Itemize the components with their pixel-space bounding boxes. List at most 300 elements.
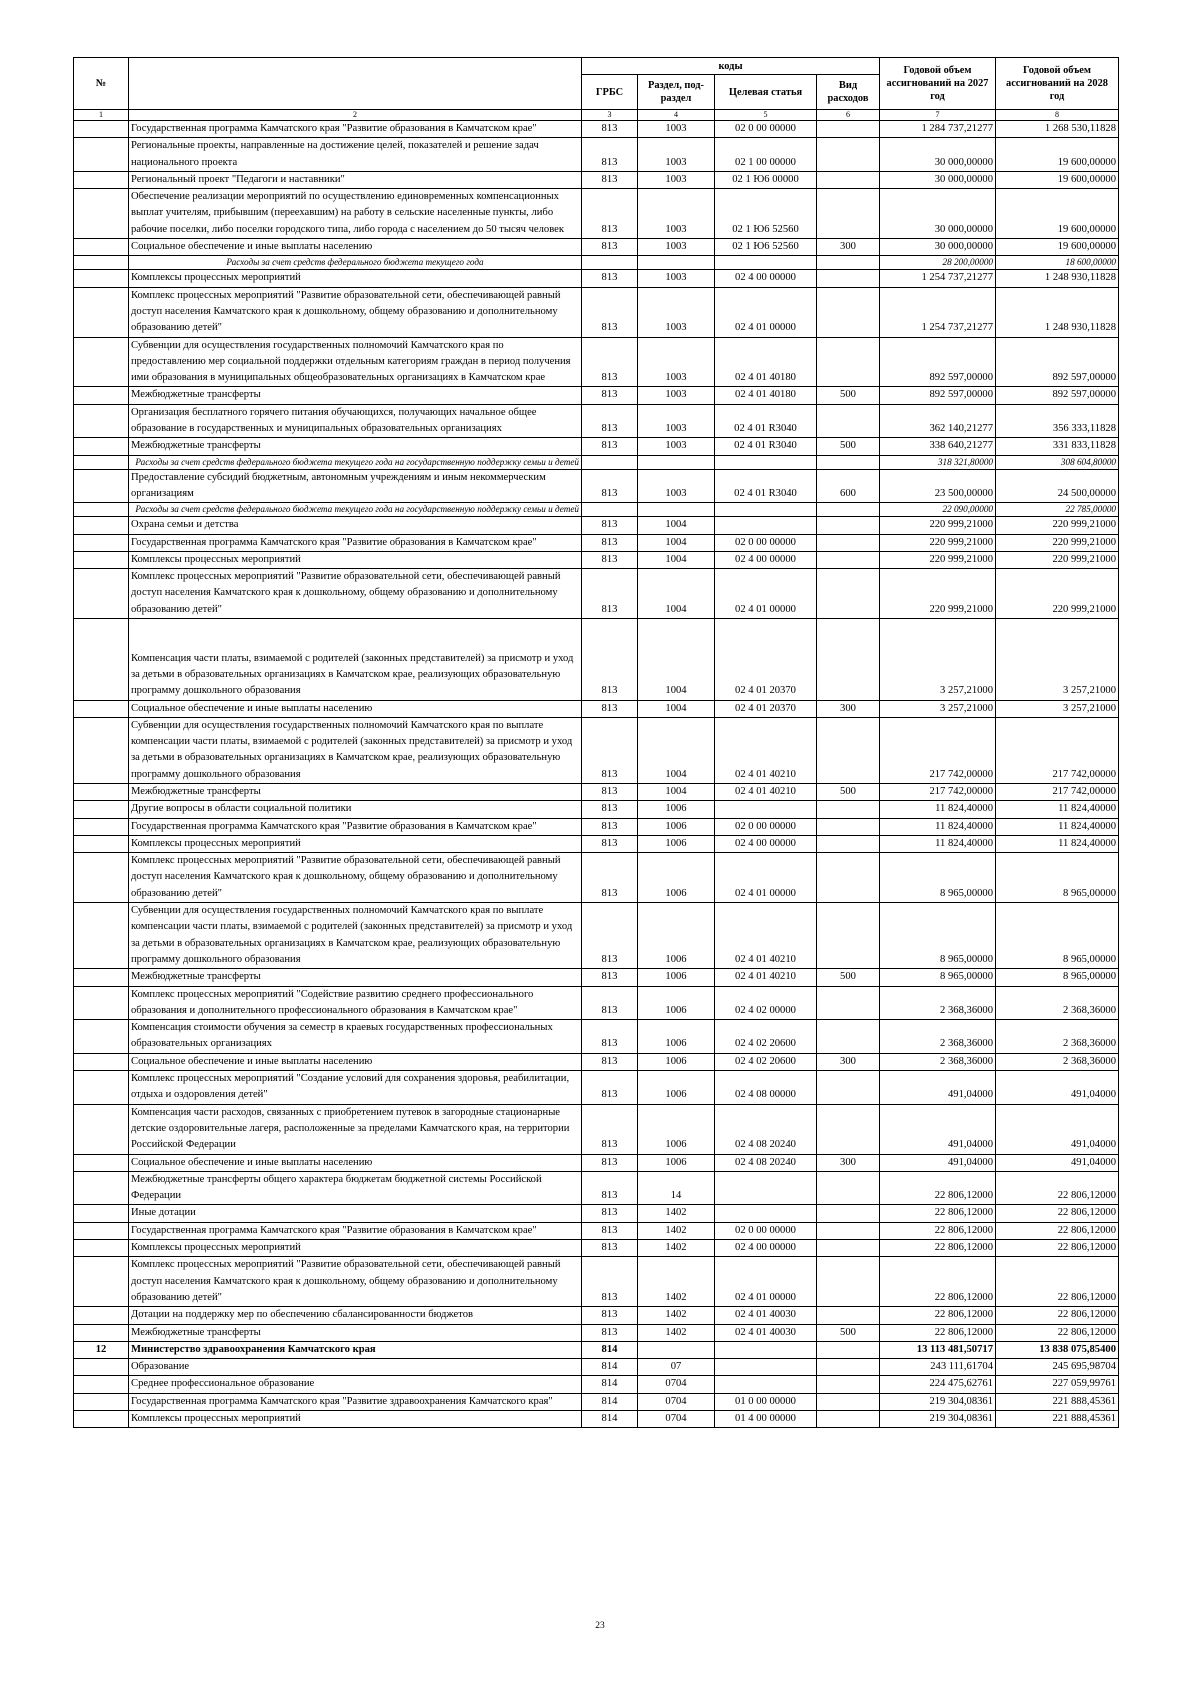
cell-name: Комплекс процессных мероприятий "Развитие образовательной сети, обеспечивающей равный доступ населения Камчатского края к дошкольному, общему образованию и дополнительному образованию детей" (129, 569, 582, 619)
table-row (74, 1341, 1119, 1358)
cell-num (74, 404, 129, 438)
budget-table (73, 57, 1119, 1428)
cell-2027: 224 475,62761 (880, 1376, 996, 1393)
cell-2028: 8 965,00000 (996, 969, 1119, 986)
cell-name: Другие вопросы в области социальной политики (129, 801, 582, 818)
cell-grbs: 813 (582, 986, 638, 1020)
cell-num (74, 1071, 129, 1105)
header-num: № (74, 58, 129, 110)
cell-exptype (817, 171, 880, 188)
cell-target (715, 1341, 817, 1358)
cell-2027: 30 000,00000 (880, 171, 996, 188)
cell-name: Межбюджетные трансферты (129, 438, 582, 455)
table-row (74, 1071, 1119, 1105)
cell-num (74, 270, 129, 287)
cell-exptype (817, 1222, 880, 1239)
cell-2027: 491,04000 (880, 1154, 996, 1171)
cell-name: Межбюджетные трансферты (129, 969, 582, 986)
cell-target: 02 1 Ю6 52560 (715, 239, 817, 256)
cell-2028: 892 597,00000 (996, 387, 1119, 404)
cell-name: Организация бесплатного горячего питания обучающихся, получающих начальное общее образование в государственных и муниципальных образовательных организациях (129, 404, 582, 438)
cell-section: 1003 (638, 337, 715, 387)
cell-num (74, 1205, 129, 1222)
cell-target: 02 4 08 00000 (715, 1071, 817, 1105)
cell-2027: 892 597,00000 (880, 337, 996, 387)
cell-exptype (817, 551, 880, 568)
cell-2027: 1 254 737,21277 (880, 287, 996, 337)
cell-target: 02 4 01 40030 (715, 1307, 817, 1324)
colnum: 2 (129, 110, 582, 121)
cell-grbs: 813 (582, 438, 638, 455)
colnum: 4 (638, 110, 715, 121)
cell-grbs: 813 (582, 239, 638, 256)
cell-target: 02 4 00 00000 (715, 270, 817, 287)
cell-name: Региональный проект "Педагоги и наставники" (129, 171, 582, 188)
cell-num (74, 387, 129, 404)
cell-2027: 217 742,00000 (880, 717, 996, 783)
cell-grbs: 814 (582, 1376, 638, 1393)
table-row (74, 619, 1119, 701)
cell-target: 02 4 01 40210 (715, 784, 817, 801)
colnum: 1 (74, 110, 129, 121)
table-row (74, 818, 1119, 835)
table-row (74, 569, 1119, 619)
cell-name: Предоставление субсидий бюджетным, автономным учреждениям и иным некоммерческим организациям (129, 469, 582, 503)
header-section: Раздел, под-раздел (638, 75, 715, 110)
cell-section: 1402 (638, 1324, 715, 1341)
cell-name: Расходы за счет средств федерального бюджета текущего года на государственную поддержку семьи и детей (129, 503, 582, 517)
table-row (74, 969, 1119, 986)
cell-target (715, 1205, 817, 1222)
cell-name: Государственная программа Камчатского края "Развитие образования в Камчатском крае" (129, 121, 582, 138)
cell-exptype (817, 270, 880, 287)
cell-num (74, 619, 129, 701)
cell-grbs: 813 (582, 1307, 638, 1324)
colnum: 3 (582, 110, 638, 121)
cell-name: Комплексы процессных мероприятий (129, 835, 582, 852)
cell-section: 1003 (638, 138, 715, 172)
cell-grbs: 813 (582, 1053, 638, 1070)
cell-2027: 318 321,80000 (880, 455, 996, 469)
cell-exptype: 300 (817, 239, 880, 256)
cell-target: 02 0 00 00000 (715, 534, 817, 551)
cell-name: Образование (129, 1359, 582, 1376)
cell-target: 02 4 08 20240 (715, 1104, 817, 1154)
header-2027: Годовой объем ассигнований на 2027 год (880, 58, 996, 110)
cell-exptype (817, 189, 880, 239)
cell-2028: 22 785,00000 (996, 503, 1119, 517)
cell-name: Государственная программа Камчатского края "Развитие образования в Камчатском крае" (129, 1222, 582, 1239)
table-row (74, 853, 1119, 903)
cell-section: 1006 (638, 1104, 715, 1154)
cell-exptype (817, 1257, 880, 1307)
cell-exptype (817, 503, 880, 517)
table-row (74, 1053, 1119, 1070)
cell-grbs: 813 (582, 1240, 638, 1257)
cell-2028: 356 333,11828 (996, 404, 1119, 438)
cell-num (74, 1020, 129, 1054)
cell-num (74, 438, 129, 455)
cell-2028: 11 824,40000 (996, 835, 1119, 852)
cell-2028: 22 806,12000 (996, 1240, 1119, 1257)
cell-grbs: 813 (582, 717, 638, 783)
cell-2027: 8 965,00000 (880, 903, 996, 969)
cell-name: Комплекс процессных мероприятий "Создание условий для сохранения здоровья, реабилитации, отдыха и оздоровления детей" (129, 1071, 582, 1105)
cell-target: 02 1 00 00000 (715, 138, 817, 172)
cell-grbs: 813 (582, 121, 638, 138)
cell-exptype: 500 (817, 784, 880, 801)
cell-2027: 30 000,00000 (880, 189, 996, 239)
cell-section: 07 (638, 1359, 715, 1376)
cell-2028: 3 257,21000 (996, 619, 1119, 701)
cell-section: 1003 (638, 469, 715, 503)
cell-exptype (817, 337, 880, 387)
cell-name: Компенсация части платы, взимаемой с родителей (законных представителей) за присмотр и уход за детьми в образовательных организациях в Камчатском крае, реализующих образовательную программу дошкольного образования (129, 619, 582, 701)
cell-target: 02 4 01 40210 (715, 969, 817, 986)
cell-target: 02 4 01 R3040 (715, 438, 817, 455)
cell-exptype: 500 (817, 1324, 880, 1341)
table-row (74, 189, 1119, 239)
cell-num (74, 818, 129, 835)
cell-2027: 2 368,36000 (880, 986, 996, 1020)
cell-section: 1003 (638, 189, 715, 239)
cell-num (74, 1393, 129, 1410)
cell-2027: 219 304,08361 (880, 1393, 996, 1410)
cell-exptype (817, 1307, 880, 1324)
cell-num (74, 1104, 129, 1154)
cell-grbs: 813 (582, 784, 638, 801)
cell-exptype: 500 (817, 969, 880, 986)
cell-name: Региональные проекты, направленные на достижение целей, показателей и решение задач национального проекта (129, 138, 582, 172)
cell-name: Компенсация стоимости обучения за семестр в краевых государственных профессиональных образовательных организациях (129, 1020, 582, 1054)
cell-2028: 19 600,00000 (996, 239, 1119, 256)
table-row (74, 700, 1119, 717)
cell-num (74, 1257, 129, 1307)
cell-2028: 217 742,00000 (996, 784, 1119, 801)
cell-grbs: 813 (582, 700, 638, 717)
cell-section: 1004 (638, 784, 715, 801)
colnum: 7 (880, 110, 996, 121)
cell-2028: 22 806,12000 (996, 1205, 1119, 1222)
cell-section (638, 256, 715, 270)
cell-name: Субвенции для осуществления государственных полномочий Камчатского края по выплате компенсации части платы, взимаемой с родителей (законных представителей) за присмотр и уход за детьми в образовательных организациях в Камчатском крае, реализующих образовательную программу дошкольного образования (129, 717, 582, 783)
table-row (74, 717, 1119, 783)
cell-2027: 362 140,21277 (880, 404, 996, 438)
cell-2027: 23 500,00000 (880, 469, 996, 503)
cell-grbs: 813 (582, 189, 638, 239)
cell-exptype (817, 404, 880, 438)
table-body (74, 121, 1119, 1428)
cell-num (74, 469, 129, 503)
cell-2028: 24 500,00000 (996, 469, 1119, 503)
cell-exptype (817, 1104, 880, 1154)
table-row (74, 387, 1119, 404)
table-row (74, 287, 1119, 337)
cell-name: Межбюджетные трансферты (129, 1324, 582, 1341)
cell-section: 1006 (638, 818, 715, 835)
cell-num (74, 171, 129, 188)
cell-2027: 11 824,40000 (880, 835, 996, 852)
cell-num (74, 287, 129, 337)
cell-exptype: 300 (817, 1154, 880, 1171)
cell-section: 0704 (638, 1410, 715, 1427)
cell-section: 1003 (638, 171, 715, 188)
cell-num (74, 239, 129, 256)
cell-2027: 3 257,21000 (880, 700, 996, 717)
cell-exptype (817, 517, 880, 534)
cell-grbs (582, 503, 638, 517)
cell-num (74, 337, 129, 387)
cell-grbs: 813 (582, 569, 638, 619)
note-row (74, 503, 1119, 517)
cell-num (74, 1324, 129, 1341)
cell-2027: 11 824,40000 (880, 818, 996, 835)
cell-num (74, 138, 129, 172)
cell-section: 1402 (638, 1222, 715, 1239)
cell-2028: 19 600,00000 (996, 171, 1119, 188)
cell-section: 1003 (638, 404, 715, 438)
cell-2028: 11 824,40000 (996, 801, 1119, 818)
cell-num (74, 784, 129, 801)
cell-2027: 220 999,21000 (880, 569, 996, 619)
cell-2028: 19 600,00000 (996, 189, 1119, 239)
cell-name: Расходы за счет средств федерального бюджета текущего года на государственную поддержку семьи и детей (129, 455, 582, 469)
cell-2027: 22 806,12000 (880, 1307, 996, 1324)
cell-exptype (817, 1410, 880, 1427)
cell-exptype: 300 (817, 700, 880, 717)
cell-target: 02 4 01 R3040 (715, 469, 817, 503)
cell-2028: 331 833,11828 (996, 438, 1119, 455)
cell-num (74, 121, 129, 138)
cell-2027: 220 999,21000 (880, 517, 996, 534)
cell-2027: 22 806,12000 (880, 1240, 996, 1257)
cell-grbs: 813 (582, 270, 638, 287)
cell-target: 02 4 01 40180 (715, 387, 817, 404)
colnum: 8 (996, 110, 1119, 121)
cell-2028: 2 368,36000 (996, 1020, 1119, 1054)
cell-2027: 22 806,12000 (880, 1171, 996, 1205)
cell-2028: 217 742,00000 (996, 717, 1119, 783)
cell-target: 02 4 01 40210 (715, 717, 817, 783)
cell-exptype (817, 1205, 880, 1222)
cell-2027: 11 824,40000 (880, 801, 996, 818)
cell-grbs: 813 (582, 835, 638, 852)
cell-section: 1004 (638, 700, 715, 717)
cell-grbs: 813 (582, 1154, 638, 1171)
cell-grbs: 813 (582, 1104, 638, 1154)
cell-exptype (817, 455, 880, 469)
cell-2028: 892 597,00000 (996, 337, 1119, 387)
cell-2027: 30 000,00000 (880, 239, 996, 256)
cell-exptype (817, 287, 880, 337)
cell-section: 1402 (638, 1240, 715, 1257)
cell-name: Расходы за счет средств федерального бюджета текущего года (129, 256, 582, 270)
cell-num (74, 1376, 129, 1393)
table-row (74, 1324, 1119, 1341)
cell-exptype (817, 619, 880, 701)
cell-num (74, 1359, 129, 1376)
cell-name: Социальное обеспечение и иные выплаты населению (129, 239, 582, 256)
cell-name: Охрана семьи и детства (129, 517, 582, 534)
cell-2027: 8 965,00000 (880, 969, 996, 986)
cell-2027: 220 999,21000 (880, 551, 996, 568)
cell-section: 1006 (638, 986, 715, 1020)
table-row (74, 1240, 1119, 1257)
header-2028: Годовой объем ассигнований на 2028 год (996, 58, 1119, 110)
cell-exptype (817, 1376, 880, 1393)
cell-target (715, 517, 817, 534)
cell-exptype (817, 534, 880, 551)
table-row (74, 534, 1119, 551)
header-codes: коды (582, 58, 880, 75)
cell-2027: 892 597,00000 (880, 387, 996, 404)
cell-section: 1003 (638, 239, 715, 256)
cell-2028: 1 248 930,11828 (996, 270, 1119, 287)
cell-grbs: 813 (582, 404, 638, 438)
cell-2028: 22 806,12000 (996, 1171, 1119, 1205)
cell-2028: 227 059,99761 (996, 1376, 1119, 1393)
cell-target: 02 4 01 40210 (715, 903, 817, 969)
cell-section: 1006 (638, 1154, 715, 1171)
cell-target: 02 4 00 00000 (715, 1240, 817, 1257)
cell-section: 1402 (638, 1205, 715, 1222)
header-name (129, 58, 582, 110)
cell-exptype (817, 1393, 880, 1410)
cell-grbs: 813 (582, 138, 638, 172)
cell-2028: 8 965,00000 (996, 903, 1119, 969)
cell-section: 1006 (638, 1020, 715, 1054)
cell-grbs: 813 (582, 969, 638, 986)
cell-name: Комплексы процессных мероприятий (129, 1410, 582, 1427)
cell-2028: 220 999,21000 (996, 534, 1119, 551)
cell-2027: 22 090,00000 (880, 503, 996, 517)
cell-grbs: 814 (582, 1341, 638, 1358)
cell-num (74, 517, 129, 534)
cell-2027: 30 000,00000 (880, 138, 996, 172)
cell-2028: 2 368,36000 (996, 1053, 1119, 1070)
cell-2028: 19 600,00000 (996, 138, 1119, 172)
cell-target: 02 4 01 20370 (715, 619, 817, 701)
cell-section: 0704 (638, 1393, 715, 1410)
table-row (74, 469, 1119, 503)
cell-target (715, 455, 817, 469)
cell-2028: 11 824,40000 (996, 818, 1119, 835)
cell-num: 12 (74, 1341, 129, 1358)
cell-2027: 491,04000 (880, 1104, 996, 1154)
cell-num (74, 801, 129, 818)
cell-target: 02 4 01 00000 (715, 569, 817, 619)
cell-name: Среднее профессиональное образование (129, 1376, 582, 1393)
cell-section: 0704 (638, 1376, 715, 1393)
cell-section (638, 455, 715, 469)
cell-section: 1006 (638, 1053, 715, 1070)
cell-exptype (817, 1359, 880, 1376)
cell-exptype: 500 (817, 438, 880, 455)
cell-num (74, 189, 129, 239)
cell-name: Государственная программа Камчатского края "Развитие образования в Камчатском крае" (129, 818, 582, 835)
cell-exptype (817, 1071, 880, 1105)
table-row (74, 1171, 1119, 1205)
cell-num (74, 903, 129, 969)
cell-section: 1006 (638, 801, 715, 818)
cell-target (715, 1359, 817, 1376)
header-exptype: Вид расходов (817, 75, 880, 110)
cell-2027: 217 742,00000 (880, 784, 996, 801)
cell-section: 1402 (638, 1257, 715, 1307)
cell-exptype (817, 138, 880, 172)
cell-grbs: 813 (582, 469, 638, 503)
cell-target (715, 1171, 817, 1205)
cell-name: Субвенции для осуществления государственных полномочий Камчатского края по выплате компенсации части платы, взимаемой с родителей (законных представителей) за присмотр и уход за детьми в образовательных организациях в Камчатском крае, реализующих образовательную программу дошкольного образования (129, 903, 582, 969)
cell-2028: 22 806,12000 (996, 1222, 1119, 1239)
header-grbs: ГРБС (582, 75, 638, 110)
cell-2028: 221 888,45361 (996, 1410, 1119, 1427)
cell-exptype (817, 903, 880, 969)
colnum: 6 (817, 110, 880, 121)
cell-name: Комплекс процессных мероприятий "Развитие образовательной сети, обеспечивающей равный доступ населения Камчатского края к дошкольному, общему образованию и дополнительному образованию детей" (129, 1257, 582, 1307)
cell-section: 1006 (638, 1071, 715, 1105)
cell-2027: 22 806,12000 (880, 1257, 996, 1307)
cell-name: Иные дотации (129, 1205, 582, 1222)
table-row (74, 239, 1119, 256)
cell-exptype: 500 (817, 387, 880, 404)
cell-2028: 245 695,98704 (996, 1359, 1119, 1376)
cell-2027: 338 640,21277 (880, 438, 996, 455)
cell-name: Комплексы процессных мероприятий (129, 551, 582, 568)
cell-2028: 8 965,00000 (996, 853, 1119, 903)
cell-2027: 1 284 737,21277 (880, 121, 996, 138)
cell-grbs (582, 256, 638, 270)
cell-num (74, 969, 129, 986)
cell-num (74, 503, 129, 517)
cell-exptype (817, 121, 880, 138)
cell-2028: 22 806,12000 (996, 1324, 1119, 1341)
cell-num (74, 1222, 129, 1239)
table-row (74, 121, 1119, 138)
cell-grbs: 813 (582, 551, 638, 568)
cell-2028: 221 888,45361 (996, 1393, 1119, 1410)
cell-target: 02 1 Ю6 00000 (715, 171, 817, 188)
cell-2027: 220 999,21000 (880, 534, 996, 551)
cell-section: 1004 (638, 569, 715, 619)
table-row (74, 1393, 1119, 1410)
cell-target (715, 503, 817, 517)
table-row (74, 1205, 1119, 1222)
cell-exptype (817, 801, 880, 818)
cell-grbs: 813 (582, 853, 638, 903)
cell-target (715, 801, 817, 818)
table-row (74, 784, 1119, 801)
table-row (74, 835, 1119, 852)
cell-name: Социальное обеспечение и иные выплаты населению (129, 700, 582, 717)
cell-exptype (817, 569, 880, 619)
cell-exptype: 300 (817, 1053, 880, 1070)
cell-section (638, 1341, 715, 1358)
cell-section: 1003 (638, 387, 715, 404)
cell-target: 01 4 00 00000 (715, 1410, 817, 1427)
cell-exptype (817, 1240, 880, 1257)
cell-2028: 491,04000 (996, 1071, 1119, 1105)
cell-2027: 2 368,36000 (880, 1053, 996, 1070)
cell-2028: 22 806,12000 (996, 1257, 1119, 1307)
table-row (74, 1257, 1119, 1307)
cell-name: Межбюджетные трансферты (129, 784, 582, 801)
table-row (74, 270, 1119, 287)
cell-grbs: 813 (582, 1222, 638, 1239)
cell-num (74, 455, 129, 469)
cell-grbs: 813 (582, 337, 638, 387)
cell-target: 02 4 00 00000 (715, 551, 817, 568)
